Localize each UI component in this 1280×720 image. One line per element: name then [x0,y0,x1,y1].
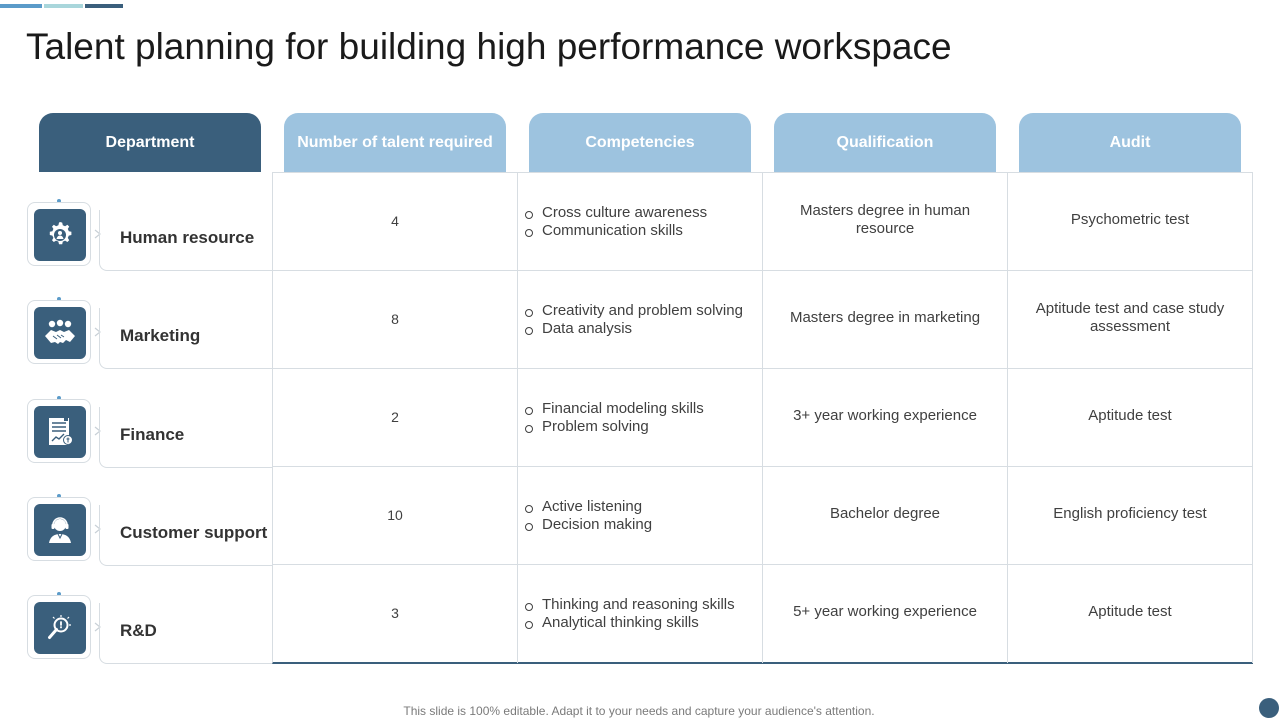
talent-count: 8 [391,311,399,327]
department-label: Human resource [120,228,255,247]
competency-item: Decision making [525,516,652,534]
audit-text: Aptitude test [1088,407,1172,424]
department-item [26,300,272,372]
talent-table [272,172,1253,664]
qualification-cell [763,565,1008,663]
department-icon-frame [27,300,91,364]
qualification-cell [763,369,1008,467]
department-item [26,595,272,667]
talent-cell [273,173,518,271]
audit-cell [1008,369,1253,467]
qualification-cell [763,467,1008,565]
department-label: R&D [120,621,157,640]
department-icon-frame [27,202,91,266]
competency-item: Financial modeling skills [525,400,704,418]
table-row [273,467,1253,565]
research-idea-icon [34,602,86,654]
talent-cell [273,565,518,663]
qualification-cell [763,271,1008,369]
competencies-cell [518,271,763,369]
competencies-cell [518,565,763,663]
competency-list [525,400,704,436]
competencies-cell [518,369,763,467]
qualification-text: Masters degree in human resource [799,202,971,237]
talent-count: 10 [387,507,403,523]
competency-list [525,498,652,534]
department-item [26,202,272,274]
competency-list [525,204,707,240]
competency-item: Data analysis [525,320,743,338]
header-qualification: Qualification [774,113,996,172]
table-row [273,565,1253,663]
table-row [273,271,1253,369]
talent-cell [273,467,518,565]
team-gear-icon [34,209,86,261]
header-department: Department [39,113,261,172]
competency-item: Creativity and problem solving [525,302,743,320]
department-label: Finance [120,425,185,444]
audit-text: Psychometric test [1070,211,1190,228]
department-label: Marketing [120,326,201,345]
competency-item: Thinking and reasoning skills [525,596,735,614]
competencies-cell [518,173,763,271]
finance-report-icon [34,406,86,458]
department-icon-frame [27,595,91,659]
competency-list [525,302,743,338]
qualification-text: Bachelor degree [829,505,941,522]
talent-count: 2 [391,409,399,425]
department-item [26,399,272,471]
support-agent-icon [34,504,86,556]
competency-item: Analytical thinking skills [525,614,735,632]
audit-cell [1008,271,1253,369]
handshake-icon [34,307,86,359]
page-title: Talent planning for building high performance workspace [26,26,952,67]
competencies-cell [518,467,763,565]
talent-cell [273,271,518,369]
qualification-text: Masters degree in marketing [789,309,981,326]
department-label: Customer support [120,523,268,542]
competency-item: Problem solving [525,418,704,436]
header-audit: Audit [1019,113,1241,172]
department-item [26,497,272,569]
audit-cell [1008,467,1253,565]
footer-note: This slide is 100% editable. Adapt it to your needs and capture your audience's attention. [403,704,875,718]
talent-count: 4 [391,213,399,229]
department-icon-frame [27,399,91,463]
table-row [273,173,1253,271]
header-competencies: Competencies [529,113,751,172]
accent-bar-blue [0,4,42,8]
department-icon-frame [27,497,91,561]
audit-text: Aptitude test [1088,603,1172,620]
competency-list [525,596,735,632]
corner-dot [1259,698,1279,718]
qualification-cell [763,173,1008,271]
talent-cell [273,369,518,467]
qualification-text: 5+ year working experience [793,603,977,620]
competency-item: Communication skills [525,222,707,240]
accent-bar-teal [44,4,83,8]
qualification-text: 3+ year working experience [793,407,977,424]
audit-text: English proficiency test [1053,505,1207,522]
table-row [273,369,1253,467]
header-talent: Number of talent required [284,113,506,172]
accent-bar-navy [85,4,123,8]
competency-item: Active listening [525,498,652,516]
audit-cell [1008,173,1253,271]
talent-count: 3 [391,605,399,621]
audit-cell [1008,565,1253,663]
audit-text: Aptitude test and case study assessment [1035,300,1225,335]
competency-item: Cross culture awareness [525,204,707,222]
